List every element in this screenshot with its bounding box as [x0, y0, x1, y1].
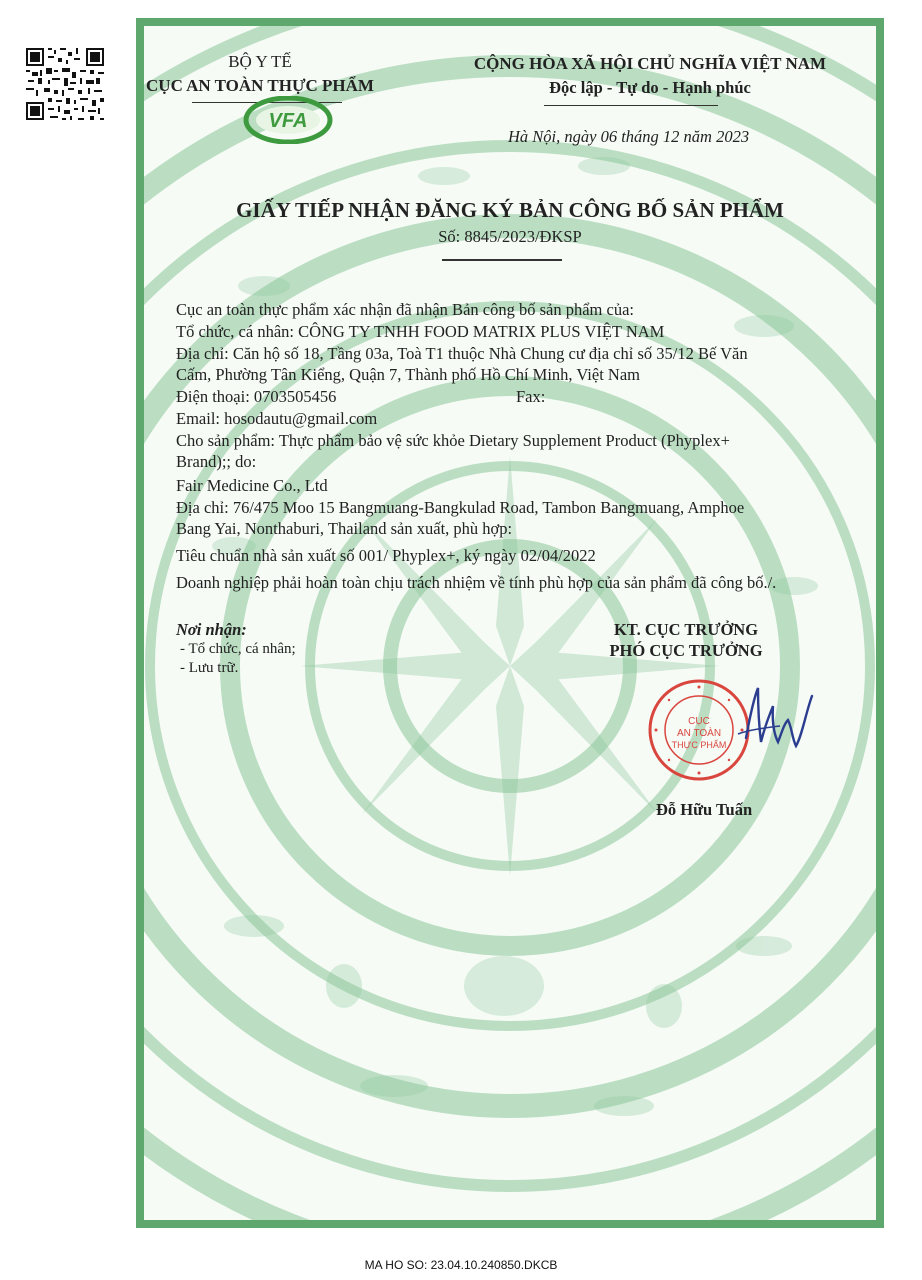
- qr-code-graphic: [24, 46, 106, 122]
- recipient-item: - Lưu trữ.: [180, 660, 239, 676]
- ministry-name: BỘ Y TẾ: [228, 52, 292, 71]
- body-line-email: Email: hosodautu@gmail.com: [176, 409, 378, 428]
- dossier-code: MA HO SO: 23.04.10.240850.DKCB: [364, 1258, 558, 1272]
- svg-text:THỰC PHẨM: THỰC PHẨM: [671, 740, 727, 750]
- signer-name: Đỗ Hữu Tuấn: [656, 800, 753, 819]
- body-line-1: Cục an toàn thực phẩm xác nhận đã nhận Bản công bố sản phẩm của:: [176, 300, 634, 319]
- vfa-logo-graphic: [242, 96, 334, 144]
- agency-name: CỤC AN TOÀN THỰC PHẨM: [146, 76, 374, 95]
- body-line-address-2: Cấm, Phường Tân Kiểng, Quận 7, Thành phố Hồ Chí Minh, Việt Nam: [176, 365, 640, 384]
- body-line-manufacturer: Fair Medicine Co., Ltd: [176, 476, 328, 495]
- signer-position-2: PHÓ CỤC TRƯỞNG: [609, 641, 763, 660]
- body-line-fax: Fax:: [516, 387, 546, 406]
- national-motto: Độc lập - Tự do - Hạnh phúc: [549, 78, 751, 97]
- certificate-content: [144, 26, 876, 1220]
- title-underline: [442, 259, 562, 261]
- document-title: GIẤY TIẾP NHẬN ĐĂNG KÝ BẢN CÔNG BỐ SẢN PHẨM: [236, 198, 784, 222]
- body-line-mfr-address-1: Địa chỉ: 76/475 Moo 15 Bangmuang-Bangkulad Road, Tambon Bangmuang, Amphoe: [176, 498, 745, 517]
- signer-position-1: KT. CỤC TRƯỞNG: [613, 620, 759, 639]
- recipient-item: - Tổ chức, cá nhân;: [180, 641, 296, 657]
- motto-underline: [544, 105, 718, 106]
- recipients-heading: Nơi nhận:: [176, 620, 247, 639]
- body-line-organization: Tổ chức, cá nhân: CÔNG TY TNHH FOOD MATRIX PLUS VIỆT NAM: [176, 322, 665, 341]
- vfa-logo: [242, 96, 334, 144]
- qr-code: [24, 46, 106, 122]
- body-line-product-2: Brand);; do:: [176, 452, 257, 471]
- certificate-frame: [136, 18, 884, 1228]
- issue-date: Hà Nội, ngày 06 tháng 12 năm 2023: [508, 127, 750, 146]
- document-number: Số: 8845/2023/ĐKSP: [438, 227, 582, 246]
- signature-graphic: [728, 676, 828, 766]
- body-line-mfr-address-2: Bang Yai, Nonthaburi, Thailand sản xuất, phù hợp:: [176, 519, 513, 538]
- body-line-standard: Tiêu chuẩn nhà sản xuất số 001/ Phyplex+, ký ngày 02/04/2022: [176, 546, 596, 565]
- country-name: CỘNG HÒA XÃ HỘI CHỦ NGHĨA VIỆT NAM: [473, 54, 827, 73]
- body-line-product-1: Cho sản phẩm: Thực phẩm bảo vệ sức khỏe Dietary Supplement Product (Phyplex+: [176, 431, 730, 450]
- body-line-phone: Điện thoại: 0703505456: [176, 387, 337, 406]
- svg-text:AN TOÀN: AN TOÀN: [676, 728, 722, 739]
- svg-text:CỤC: CỤC: [688, 716, 710, 727]
- body-line-address-1: Địa chỉ: Căn hộ số 18, Tầng 03a, Toà T1 thuộc Nhà Chung cư địa chỉ số 35/12 Bế Văn: [176, 344, 748, 363]
- vfa-logo-text: VFA: [268, 110, 308, 132]
- body-line-responsibility: Doanh nghiệp phải hoàn toàn chịu trách nhiệm về tính phù hợp của sản phẩm đã công bố./.: [176, 573, 777, 592]
- handwritten-signature: [728, 676, 828, 766]
